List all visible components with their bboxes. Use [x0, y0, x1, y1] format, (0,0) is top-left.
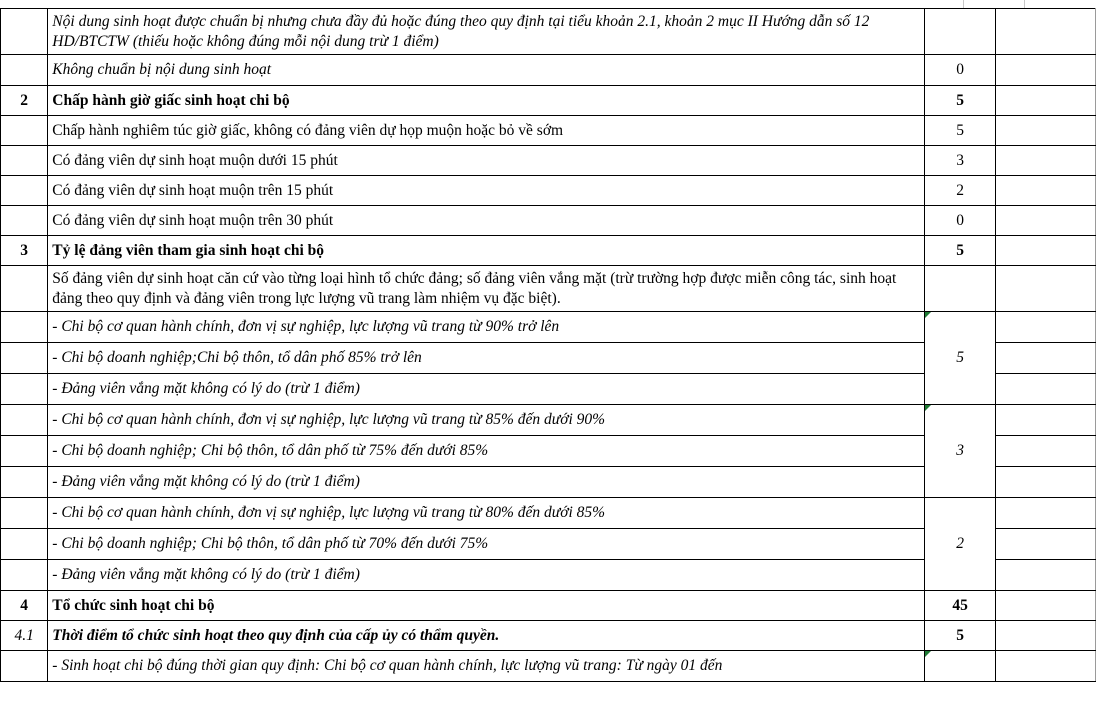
- cell-empty[interactable]: [996, 405, 1096, 436]
- cell-number[interactable]: [1, 374, 48, 405]
- table-row: [1, 591, 1096, 621]
- cell-number[interactable]: 4.1: [1, 621, 48, 651]
- table-row: [1, 9, 1096, 55]
- cell-content[interactable]: - Đảng viên vắng mặt không có lý do (trừ 1 điểm): [48, 467, 925, 498]
- cell-empty[interactable]: [996, 176, 1096, 206]
- cell-content[interactable]: - Sinh hoạt chi bộ đúng thời gian quy định: Chi bộ cơ quan hành chính, lực lượng vũ trang: Từ ngày 01 đến: [48, 651, 925, 682]
- cell-empty[interactable]: [996, 498, 1096, 529]
- cell-empty[interactable]: [996, 436, 1096, 467]
- cell-number[interactable]: [1, 146, 48, 176]
- cell-content[interactable]: - Chi bộ cơ quan hành chính, đơn vị sự nghiệp, lực lượng vũ trang từ 90% trở lên: [48, 312, 925, 343]
- cell-score[interactable]: 45: [924, 591, 995, 621]
- table-row: [1, 266, 1096, 312]
- table-row: [1, 651, 1096, 682]
- table-row: [1, 405, 1096, 436]
- cell-score[interactable]: [924, 266, 995, 312]
- cell-score[interactable]: [924, 9, 995, 55]
- cell-number[interactable]: [1, 55, 48, 86]
- cell-score[interactable]: 5: [924, 621, 995, 651]
- cell-number[interactable]: 2: [1, 86, 48, 116]
- cell-number[interactable]: [1, 405, 48, 436]
- cell-number[interactable]: [1, 343, 48, 374]
- cell-number[interactable]: [1, 206, 48, 236]
- cell-score[interactable]: 2: [924, 176, 995, 206]
- cell-empty[interactable]: [996, 374, 1096, 405]
- cell-content[interactable]: Nội dung sinh hoạt được chuẩn bị nhưng chưa đầy đủ hoặc đúng theo quy định tại tiểu khoản 2.1, khoản 2 mục II Hướng dẫn số 12 HD/BTCTW (thiếu hoặc không đúng mỗi nội dung trừ 1 điểm): [48, 9, 925, 55]
- cell-empty[interactable]: [996, 55, 1096, 86]
- table-row: [1, 621, 1096, 651]
- cell-content[interactable]: Không chuẩn bị nội dung sinh hoạt: [48, 55, 925, 86]
- cell-content[interactable]: Tổ chức sinh hoạt chi bộ: [48, 591, 925, 621]
- table-row: [1, 206, 1096, 236]
- cell-number[interactable]: 3: [1, 236, 48, 266]
- cell-number[interactable]: [1, 467, 48, 498]
- cell-number[interactable]: [1, 436, 48, 467]
- cell-empty[interactable]: [996, 86, 1096, 116]
- cell-number[interactable]: 4: [1, 591, 48, 621]
- cell-empty[interactable]: [996, 651, 1096, 682]
- cell-empty[interactable]: [996, 560, 1096, 591]
- cell-content[interactable]: Số đảng viên dự sinh hoạt căn cứ vào từng loại hình tổ chức đảng; số đảng viên vắng mặt (trừ trường hợp được miễn công tác, sinh hoạt đảng theo quy định và đảng viên trong lực lượng vũ trang làm nhiệm vụ đặc biệt).: [48, 266, 925, 312]
- cell-empty[interactable]: [996, 9, 1096, 55]
- cell-content[interactable]: Chấp hành nghiêm túc giờ giấc, không có đảng viên dự họp muộn hoặc bỏ về sớm: [48, 116, 925, 146]
- cell-empty[interactable]: [996, 343, 1096, 374]
- cell-number[interactable]: [1, 266, 48, 312]
- cell-content[interactable]: - Đảng viên vắng mặt không có lý do (trừ 1 điểm): [48, 374, 925, 405]
- cell-empty[interactable]: [996, 146, 1096, 176]
- table-row: [1, 312, 1096, 343]
- scoring-table: [0, 8, 1096, 682]
- cell-score[interactable]: [924, 651, 995, 682]
- cell-content[interactable]: Chấp hành giờ giấc sinh hoạt chi bộ: [48, 86, 925, 116]
- table-row: [1, 176, 1096, 206]
- cell-empty[interactable]: [996, 467, 1096, 498]
- cell-score-merged[interactable]: 2: [924, 498, 995, 591]
- cell-content[interactable]: - Chi bộ doanh nghiệp;Chi bộ thôn, tổ dân phố 85% trở lên: [48, 343, 925, 374]
- cell-content[interactable]: - Đảng viên vắng mặt không có lý do (trừ 1 điểm): [48, 560, 925, 591]
- cell-score[interactable]: 3: [924, 146, 995, 176]
- table-row: [1, 116, 1096, 146]
- cell-score-merged[interactable]: 5: [924, 312, 995, 405]
- cell-empty[interactable]: [996, 236, 1096, 266]
- table-row: [1, 236, 1096, 266]
- cell-content[interactable]: Tỷ lệ đảng viên tham gia sinh hoạt chi bộ: [48, 236, 925, 266]
- cell-number[interactable]: [1, 312, 48, 343]
- cell-empty[interactable]: [996, 591, 1096, 621]
- cell-score-merged[interactable]: 3: [924, 405, 995, 498]
- table-row: [1, 86, 1096, 116]
- cell-number[interactable]: [1, 529, 48, 560]
- cell-empty[interactable]: [996, 312, 1096, 343]
- cell-content[interactable]: Có đảng viên dự sinh hoạt muộn trên 30 phút: [48, 206, 925, 236]
- cell-number[interactable]: [1, 560, 48, 591]
- cell-number[interactable]: [1, 176, 48, 206]
- cell-empty[interactable]: [996, 621, 1096, 651]
- cell-content[interactable]: Có đảng viên dự sinh hoạt muộn dưới 15 phút: [48, 146, 925, 176]
- cell-content[interactable]: Thời điểm tổ chức sinh hoạt theo quy định của cấp ủy có thẩm quyền.: [48, 621, 925, 651]
- cell-number[interactable]: [1, 651, 48, 682]
- cell-score[interactable]: 5: [924, 236, 995, 266]
- cell-empty[interactable]: [996, 266, 1096, 312]
- cell-content[interactable]: - Chi bộ cơ quan hành chính, đơn vị sự nghiệp, lực lượng vũ trang từ 85% đến dưới 90%: [48, 405, 925, 436]
- cell-number[interactable]: [1, 498, 48, 529]
- cell-score[interactable]: 0: [924, 55, 995, 86]
- cell-content[interactable]: - Chi bộ doanh nghiệp; Chi bộ thôn, tổ dân phố từ 75% đến dưới 85%: [48, 436, 925, 467]
- cell-empty[interactable]: [996, 116, 1096, 146]
- cell-content[interactable]: - Chi bộ cơ quan hành chính, đơn vị sự nghiệp, lực lượng vũ trang từ 80% đến dưới 85%: [48, 498, 925, 529]
- cell-number[interactable]: [1, 9, 48, 55]
- cell-content[interactable]: Có đảng viên dự sinh hoạt muộn trên 15 phút: [48, 176, 925, 206]
- cell-content[interactable]: - Chi bộ doanh nghiệp; Chi bộ thôn, tổ dân phố từ 70% đến dưới 75%: [48, 529, 925, 560]
- table-row: [1, 146, 1096, 176]
- cell-score[interactable]: 5: [924, 86, 995, 116]
- table-row: [1, 55, 1096, 86]
- table-row: [1, 498, 1096, 529]
- cell-number[interactable]: [1, 116, 48, 146]
- cell-score[interactable]: 5: [924, 116, 995, 146]
- cell-score[interactable]: 0: [924, 206, 995, 236]
- cell-empty[interactable]: [996, 529, 1096, 560]
- cell-empty[interactable]: [996, 206, 1096, 236]
